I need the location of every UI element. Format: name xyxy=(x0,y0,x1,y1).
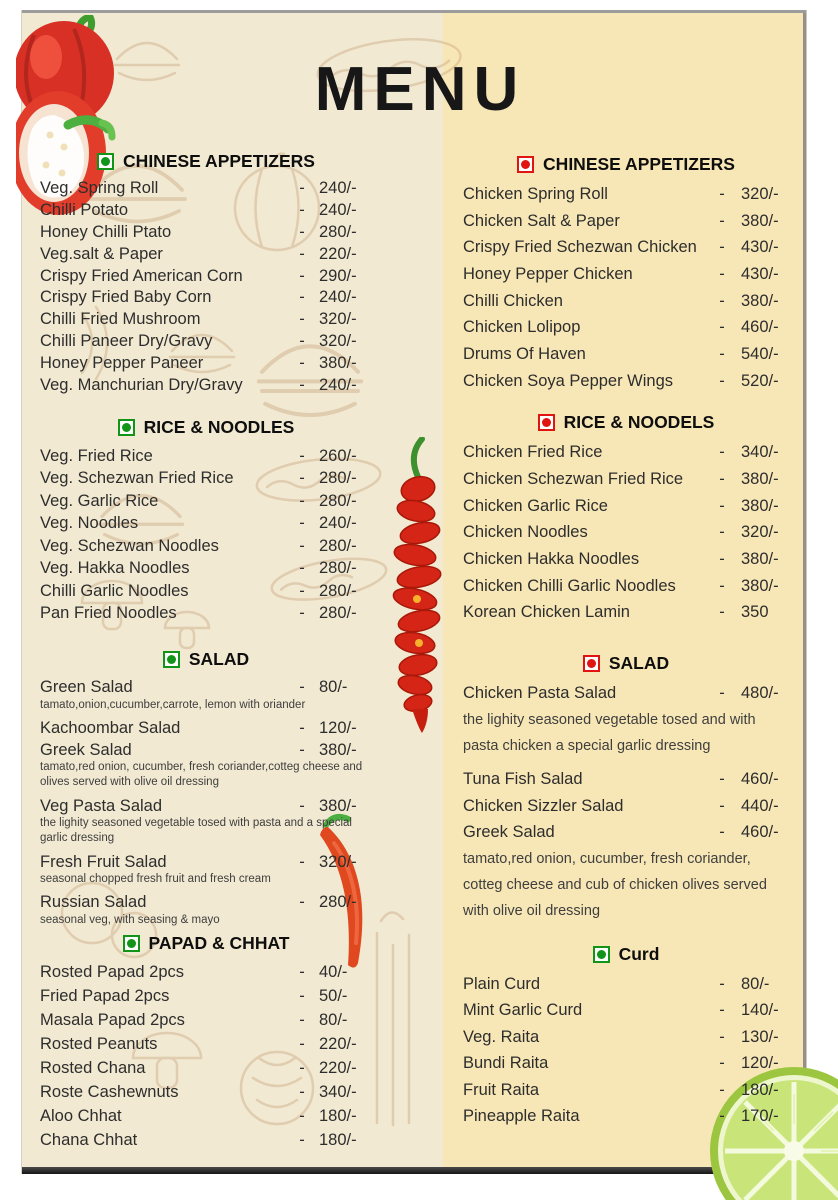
menu-item-name: Veg. Hakka Noodles xyxy=(40,559,190,578)
menu-item-price: 320/- xyxy=(741,523,779,542)
menu-item-price: 280/- xyxy=(319,604,357,623)
section-title: CHINESE APPETIZERS xyxy=(543,153,735,174)
spiral-chilli-image xyxy=(388,437,450,737)
price-dash: - xyxy=(719,318,725,337)
menu-item-description: seasonal veg, with seasing & mayo xyxy=(40,913,220,926)
menu-item-name: Veg. Schezwan Noodles xyxy=(40,536,219,555)
menu-item-name: Greek Salad xyxy=(463,823,555,842)
menu-item-name: Chicken Garlic Rice xyxy=(463,496,608,515)
menu-item-price: 460/- xyxy=(741,769,779,788)
bell-pepper-image xyxy=(16,15,136,220)
menu-item-name: Fried Papad 2pcs xyxy=(40,987,170,1006)
menu-item-price: 280/- xyxy=(319,469,357,488)
section-title: CHINESE APPETIZERS xyxy=(123,150,315,171)
menu-item-name: Honey Chilli Ptato xyxy=(40,222,172,241)
menu-item-name: Rosted Papad 2pcs xyxy=(40,963,185,982)
menu-item-price: 380/- xyxy=(319,740,357,759)
menu-item-description: tamato,red onion, cucumber, fresh coriander,cotteg cheese and olives served with olive oil dressing xyxy=(40,761,363,789)
menu-item-name: Veg.salt & Paper xyxy=(40,244,163,263)
menu-item-name: Korean Chicken Lamin xyxy=(463,603,630,622)
menu-item-price: 380/- xyxy=(741,211,779,230)
menu-item-description: seasonal chopped fresh fruit and fresh cream xyxy=(40,872,271,885)
menu-item-price: 430/- xyxy=(741,264,779,283)
menu-item-name: Chicken Lolipop xyxy=(463,318,581,337)
menu-item-price: 130/- xyxy=(741,1027,779,1046)
menu-item-name: Crispy Fried Baby Corn xyxy=(40,288,212,307)
menu-item-price: 430/- xyxy=(741,238,779,257)
menu-item-price: 50/- xyxy=(319,987,348,1006)
price-dash: - xyxy=(299,796,305,815)
section-title: RICE & NOODELS xyxy=(563,412,715,432)
menu-item-name: Chilli Fried Mushroom xyxy=(40,310,201,329)
menu-item-name: Chana Chhat xyxy=(40,1131,138,1150)
menu-item-price: 480/- xyxy=(741,684,779,703)
menu-item-price: 220/- xyxy=(319,1059,357,1078)
price-dash: - xyxy=(719,769,725,788)
price-dash: - xyxy=(719,211,725,230)
menu-item-name: Drums Of Haven xyxy=(463,344,586,363)
price-dash: - xyxy=(299,266,305,285)
red-chilli-image xyxy=(300,813,385,978)
price-dash: - xyxy=(719,371,725,390)
price-dash: - xyxy=(299,244,305,263)
menu-item-price: 240/- xyxy=(319,179,357,198)
menu-item-price: 80/- xyxy=(319,678,348,697)
menu-item-name: Honey Pepper Paneer xyxy=(40,353,204,372)
menu-item-price: 380/- xyxy=(741,470,779,489)
menu-item-name: Chicken Spring Roll xyxy=(463,184,608,203)
section-title: SALAD xyxy=(608,652,670,673)
menu-item-name: Masala Papad 2pcs xyxy=(40,1011,185,1030)
menu-item-price: 380/- xyxy=(319,796,357,815)
menu-item-name: Chilli Garlic Noodles xyxy=(40,581,189,600)
menu-item-price: 320/- xyxy=(319,852,357,871)
menu-item-price: 120/- xyxy=(319,719,357,738)
menu-item-price: 280/- xyxy=(319,581,357,600)
price-dash: - xyxy=(299,987,305,1006)
menu-item-price: 440/- xyxy=(741,796,779,815)
menu-item-name: Chicken Pasta Salad xyxy=(463,684,617,703)
menu-item-description: tamato,onion,cucumber,carrote, lemon with oriander xyxy=(40,698,306,711)
menu-item-price: 320/- xyxy=(319,310,357,329)
menu-item-price: 80/- xyxy=(319,1011,348,1030)
menu-item-price: 380/- xyxy=(741,550,779,569)
menu-item-name: Veg Pasta Salad xyxy=(40,796,163,815)
price-dash: - xyxy=(719,264,725,283)
price-dash: - xyxy=(719,470,725,489)
card-bottom-edge xyxy=(22,1167,806,1174)
menu-item-price: 120/- xyxy=(741,1054,779,1073)
menu-item-price: 260/- xyxy=(319,446,357,465)
menu-item-price: 320/- xyxy=(319,331,357,350)
page-title: MENU xyxy=(314,55,526,124)
price-dash: - xyxy=(299,559,305,578)
menu-item-price: 380/- xyxy=(319,353,357,372)
menu-item-price: 340/- xyxy=(741,443,779,462)
price-dash: - xyxy=(299,446,305,465)
menu-item-price: 320/- xyxy=(741,184,779,203)
menu-item-name: Plain Curd xyxy=(463,974,541,993)
price-dash: - xyxy=(299,353,305,372)
menu-item-name: Veg. Fried Rice xyxy=(40,446,153,465)
menu-item-price: 40/- xyxy=(319,963,348,982)
section-title: PAPAD & CHHAT xyxy=(148,933,290,954)
price-dash: - xyxy=(299,1059,305,1078)
menu-item-price: 380/- xyxy=(741,291,779,310)
menu-item-name: Chilli Potato xyxy=(40,201,129,220)
menu-item-name: Crispy Fried Schezwan Chicken xyxy=(463,238,697,257)
menu-item-name: Mint Garlic Curd xyxy=(463,1001,583,1020)
price-dash: - xyxy=(299,222,305,241)
menu-item-price: 340/- xyxy=(319,1083,357,1102)
menu-item-name: Aloo Chhat xyxy=(40,1107,122,1126)
menu-item-price: 380/- xyxy=(741,576,779,595)
menu-item-name: Tuna Fish Salad xyxy=(463,769,583,788)
menu-item-price: 280/- xyxy=(319,536,357,555)
menu-item-price: 220/- xyxy=(319,244,357,263)
menu-item-price: 240/- xyxy=(319,375,357,394)
menu-item-name: Chicken Soya Pepper Wings xyxy=(463,371,674,390)
menu-item-price: 180/- xyxy=(319,1107,357,1126)
price-dash: - xyxy=(719,1107,725,1126)
menu-item-name: Honey Pepper Chicken xyxy=(463,264,633,283)
price-dash: - xyxy=(299,581,305,600)
price-dash: - xyxy=(719,523,725,542)
menu-item-price: 180/- xyxy=(741,1080,779,1099)
menu-item-name: Chicken Noodles xyxy=(463,523,588,542)
menu-item-name: Fresh Fruit Salad xyxy=(40,852,167,871)
menu-item-name: Green Salad xyxy=(40,678,133,697)
menu-item-price: 350 xyxy=(741,603,769,622)
price-dash: - xyxy=(299,514,305,533)
menu-item-description: the lighity seasoned vegetable tosed with pasta and a special garlic dressing xyxy=(40,817,352,845)
price-dash: - xyxy=(299,491,305,510)
menu-item-name: Veg. Raita xyxy=(463,1027,540,1046)
price-dash: - xyxy=(299,1107,305,1126)
menu-item-name: Chilli Chicken xyxy=(463,291,563,310)
price-dash: - xyxy=(719,1054,725,1073)
menu-item-name: Chicken Salt & Paper xyxy=(463,211,620,230)
menu-item-price: 290/- xyxy=(319,266,357,285)
price-dash: - xyxy=(299,893,305,912)
price-dash: - xyxy=(719,291,725,310)
price-dash: - xyxy=(719,1080,725,1099)
menu-item-name: Kachoombar Salad xyxy=(40,719,181,738)
menu-item-price: 80/- xyxy=(741,974,770,993)
menu-item-name: Veg. Schezwan Fried Rice xyxy=(40,469,234,488)
price-dash: - xyxy=(299,201,305,220)
menu-item-price: 240/- xyxy=(319,201,357,220)
price-dash: - xyxy=(299,740,305,759)
price-dash: - xyxy=(719,238,725,257)
price-dash: - xyxy=(719,184,725,203)
menu-item-name: Chicken Chilli Garlic Noodles xyxy=(463,576,676,595)
price-dash: - xyxy=(299,331,305,350)
price-dash: - xyxy=(299,288,305,307)
price-dash: - xyxy=(719,684,725,703)
price-dash: - xyxy=(299,310,305,329)
price-dash: - xyxy=(719,576,725,595)
menu-item-description: the lighity seasoned vegetable tosed and with pasta chicken a special garlic dressing xyxy=(463,712,756,754)
menu-item-price: 380/- xyxy=(741,496,779,515)
menu-item-name: Rosted Peanuts xyxy=(40,1035,158,1054)
price-dash: - xyxy=(719,550,725,569)
menu-item-name: Chicken Schezwan Fried Rice xyxy=(463,470,684,489)
menu-item-name: Greek Salad xyxy=(40,740,132,759)
menu-item-price: 280/- xyxy=(319,559,357,578)
price-dash: - xyxy=(299,179,305,198)
price-dash: - xyxy=(719,796,725,815)
price-dash: - xyxy=(299,1011,305,1030)
price-dash: - xyxy=(299,536,305,555)
price-dash: - xyxy=(719,603,725,622)
price-dash: - xyxy=(719,344,725,363)
section-title: SALAD xyxy=(188,649,250,670)
menu-item-price: 280/- xyxy=(319,222,357,241)
price-dash: - xyxy=(719,823,725,842)
menu-item-name: Rosted Chana xyxy=(40,1059,146,1078)
menu-item-price: 240/- xyxy=(319,514,357,533)
menu-item-name: Pan Fried Noodles xyxy=(40,604,177,623)
price-dash: - xyxy=(299,719,305,738)
price-dash: - xyxy=(299,963,305,982)
price-dash: - xyxy=(299,1131,305,1150)
price-dash: - xyxy=(719,1001,725,1020)
menu-item-price: 540/- xyxy=(741,344,779,363)
section-title: RICE & NOODLES xyxy=(143,417,295,438)
menu-item-description: tamato,red onion, cucumber, fresh coriander, cotteg cheese and cub of chicken olives served with olive oil dressing xyxy=(463,851,767,920)
price-dash: - xyxy=(299,375,305,394)
price-dash: - xyxy=(299,604,305,623)
menu-item-price: 280/- xyxy=(319,491,357,510)
price-dash: - xyxy=(299,852,305,871)
menu-item-name: Crispy Fried American Corn xyxy=(40,266,243,285)
price-dash: - xyxy=(299,1035,305,1054)
menu-item-name: Veg. Noodles xyxy=(40,514,139,533)
menu-item-name: Veg. Spring Roll xyxy=(40,179,159,198)
menu-item-name: Veg. Manchurian Dry/Gravy xyxy=(40,375,243,394)
menu-item-name: Chicken Sizzler Salad xyxy=(463,796,624,815)
menu-item-name: Roste Cashewnuts xyxy=(40,1083,179,1102)
menu-card xyxy=(22,10,806,1174)
menu-item-price: 460/- xyxy=(741,318,779,337)
menu-item-price: 280/- xyxy=(319,893,357,912)
menu-item-price: 520/- xyxy=(741,371,779,390)
lime-slice-image xyxy=(707,1064,838,1200)
menu-item-price: 170/- xyxy=(741,1107,779,1126)
menu-item-name: Chicken Fried Rice xyxy=(463,443,603,462)
menu-item-price: 180/- xyxy=(319,1131,357,1150)
menu-item-name: Pineapple Raita xyxy=(463,1107,580,1126)
menu-item-name: Chilli Paneer Dry/Gravy xyxy=(40,331,213,350)
price-dash: - xyxy=(299,1083,305,1102)
price-dash: - xyxy=(719,1027,725,1046)
price-dash: - xyxy=(719,443,725,462)
menu-item-price: 220/- xyxy=(319,1035,357,1054)
menu-item-name: Fruit Raita xyxy=(463,1080,540,1099)
menu-item-name: Bundi Raita xyxy=(463,1054,549,1073)
price-dash: - xyxy=(299,469,305,488)
menu-item-name: Chicken Hakka Noodles xyxy=(463,550,640,569)
menu-item-price: 460/- xyxy=(741,823,779,842)
menu-item-price: 140/- xyxy=(741,1001,779,1020)
price-dash: - xyxy=(299,678,305,697)
menu-item-name: Russian Salad xyxy=(40,893,147,912)
menu-item-price: 240/- xyxy=(319,288,357,307)
menu-item-name: Veg. Garlic Rice xyxy=(40,491,159,510)
price-dash: - xyxy=(719,496,725,515)
section-title: Curd xyxy=(618,943,660,964)
price-dash: - xyxy=(719,974,725,993)
